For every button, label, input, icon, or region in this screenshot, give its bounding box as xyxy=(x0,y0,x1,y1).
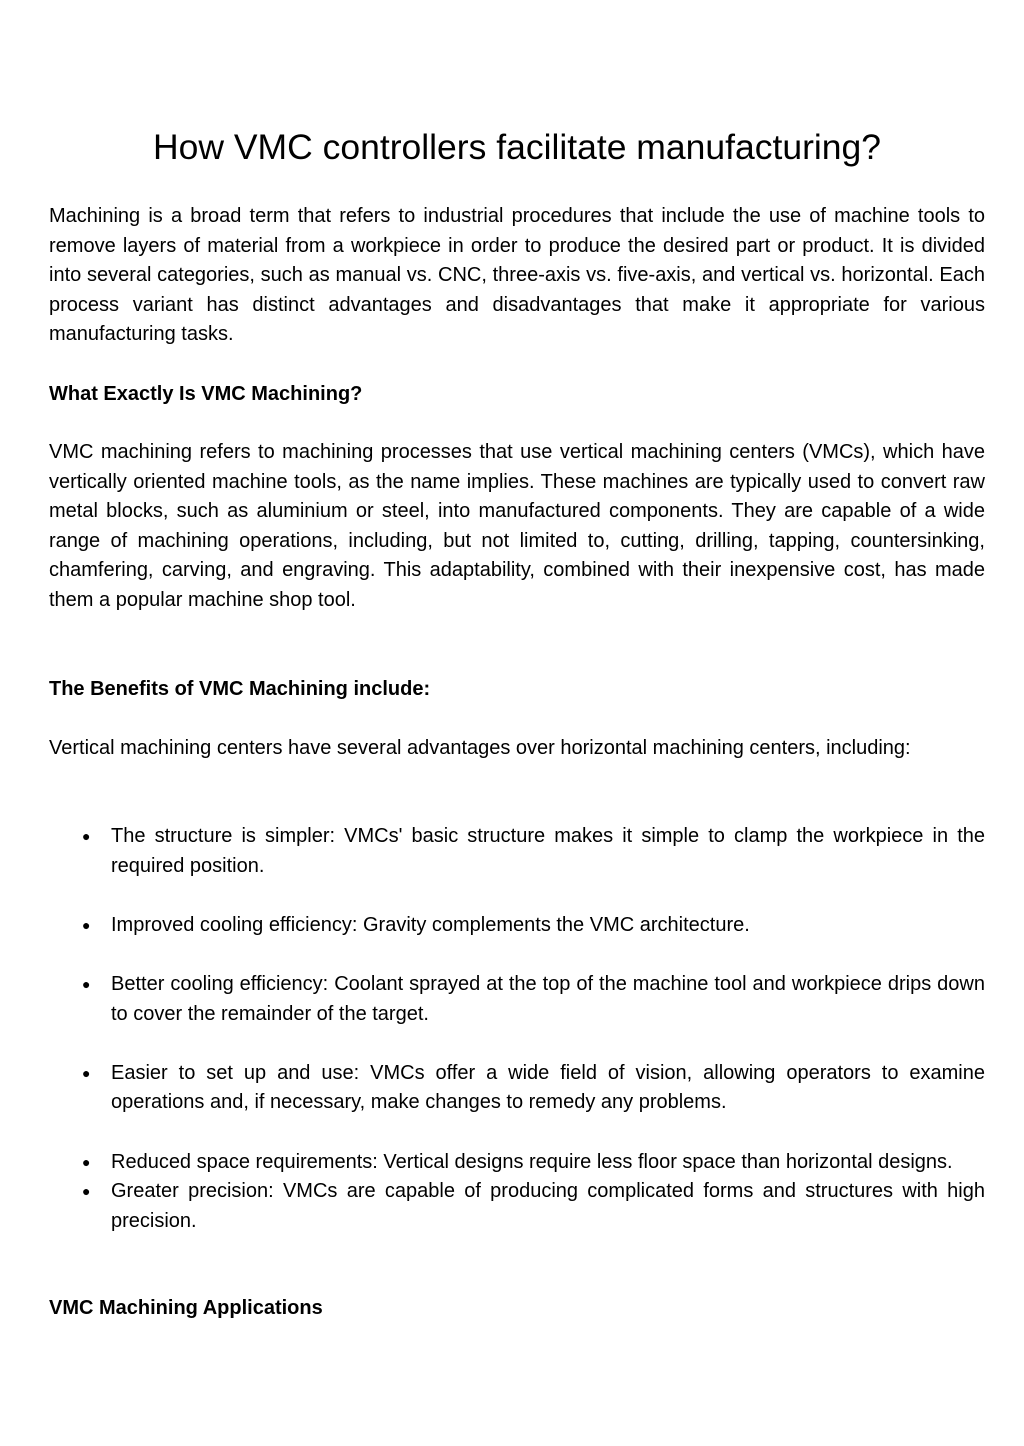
what-is-vmc-paragraph: VMC machining refers to machining processes that use vertical machining centers (VMCs), which have vertically oriented machine tools, as the name implies. These machines are typically used to convert raw metal blocks, such as aluminium or steel, into manufactured components. They are capable of a wide range of machining operations, including, but not limited to, cutting, drilling, tapping, countersinking, chamfering, carving, and engraving. This adaptability, combined with their inexpensive cost, has made them a popular machine shop tool. xyxy=(49,441,985,611)
bullet-icon: ● xyxy=(82,975,91,992)
list-item-text: Better cooling efficiency: Coolant sprayed at the top of the machine tool and workpiece drips down to cover the remainder of the target. xyxy=(111,972,985,1025)
section-heading-what-is-vmc: What Exactly Is VMC Machining? xyxy=(49,383,363,405)
list-item-text: Improved cooling efficiency: Gravity complements the VMC architecture. xyxy=(111,913,750,936)
document-title: How VMC controllers facilitate manufacturing? xyxy=(152,127,882,167)
list-item xyxy=(49,911,985,941)
bullet-icon: ● xyxy=(82,1064,91,1081)
list-item-text: Reduced space requirements: Vertical designs require less floor space than horizontal designs. xyxy=(111,1150,953,1173)
list-item xyxy=(49,1059,985,1118)
list-item-text: The structure is simpler: VMCs' basic structure makes it simple to clamp the workpiece in the required position. xyxy=(111,825,985,877)
bullet-icon: ● xyxy=(82,1153,91,1170)
list-item-text: Easier to set up and use: VMCs offer a wide field of vision, allowing operators to examine operations and, if necessary, make changes to remedy any problems. xyxy=(111,1061,985,1114)
list-item-text: Greater precision: VMCs are capable of producing complicated forms and structures with high precision. xyxy=(111,1180,985,1232)
intro-paragraph: Machining is a broad term that refers to industrial procedures that include the use of machine tools to remove layers of material from a workpiece in order to produce the desired part or product. It is divided into several categories, such as manual vs. CNC, three-axis vs. five-axis, and vertical vs. horizontal. Each process variant has distinct advantages and disadvantages that make it appropriate for various manufacturing tasks. xyxy=(49,205,985,346)
bullet-icon: ● xyxy=(82,1183,91,1200)
list-item xyxy=(49,1177,985,1236)
list-item xyxy=(49,970,985,1029)
section-heading-applications: VMC Machining Applications xyxy=(49,1297,323,1319)
list-item xyxy=(49,1148,985,1178)
bullet-icon: ● xyxy=(82,828,91,844)
section-heading-benefits: The Benefits of VMC Machining include: xyxy=(49,678,431,700)
bullet-icon: ● xyxy=(82,916,91,933)
benefits-list xyxy=(49,822,985,1236)
list-item xyxy=(49,822,985,881)
benefits-intro-paragraph: Vertical machining centers have several advantages over horizontal machining centers, including: xyxy=(49,737,911,759)
